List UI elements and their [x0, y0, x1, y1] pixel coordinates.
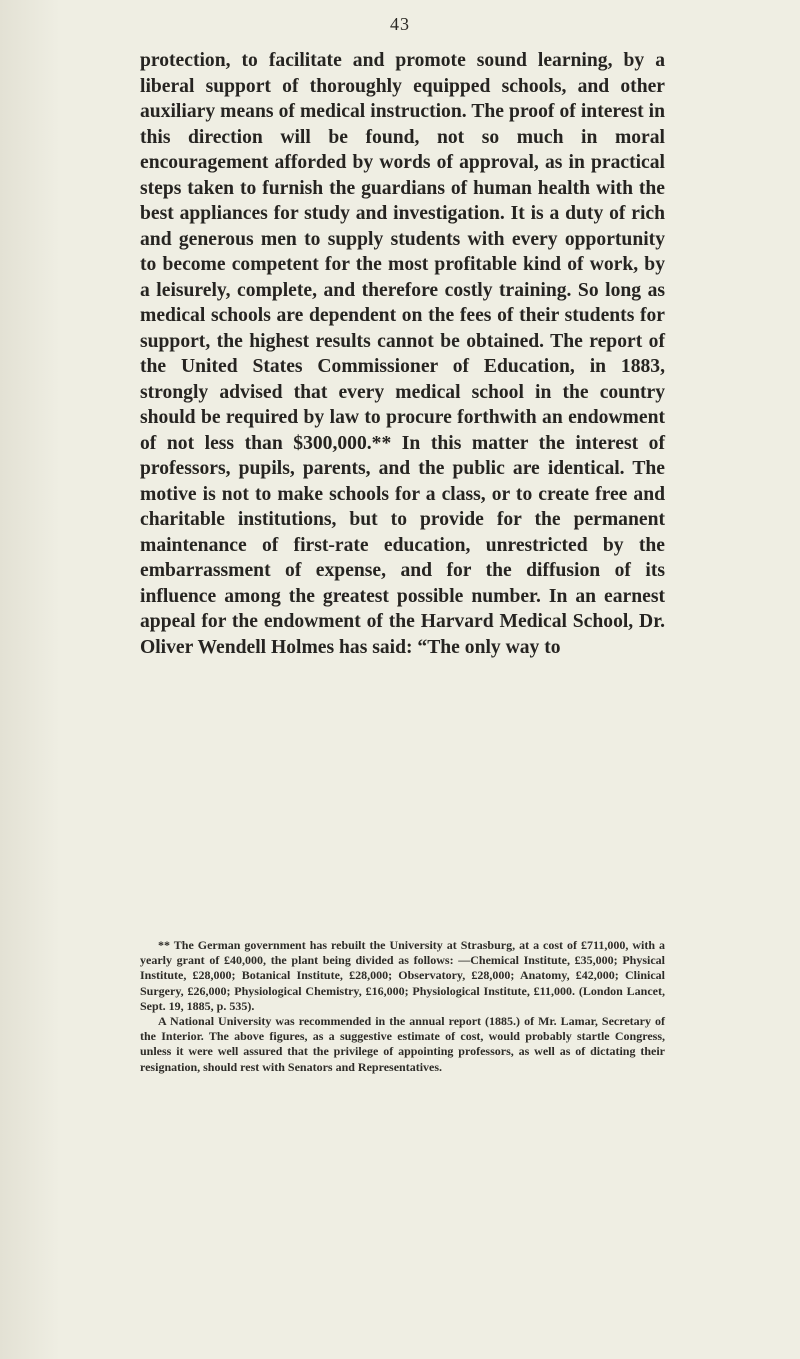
body-paragraph: protection, to facilitate and promote sound learning, by a liberal support of thoroughly equipped schools, and other auxiliary means of medical instruction. The proof of interest in this direction will be found, not so much in moral encouragement afforded by words of approval, as in practical steps taken to furnish the guardians of human health with the best appliances for study and investigation. It is a duty of rich and generous men to supply students with every opportunity to become competent for the most profitable kind of work, by a leisurely, complete, and therefore costly training. So long as medical schools are dependent on the fees of their students for support, the highest results cannot be obtained. The report of the United States Commissioner of Education, in 1883, strongly advised that every medical school in the country should be required by law to procure forthwith an endowment of not less than $300,000.** In this matter the interest of professors, pupils, parents, and the public are identical. The motive is not to make schools for a class, or to create free and charitable institutions, but to provide for the permanent maintenance of first-rate education, unrestricted by the embarrassment of expense, and for the diffusion of its influence among the greatest possible number. In an earnest appeal for the endowment of the Harvard Medical School, Dr. Oliver Wendell Holmes has said: “The only way to — [140, 50, 665, 658]
footnotes — [140, 938, 665, 1075]
page-number: 43 — [390, 14, 410, 34]
footnote-national-university: A National University was recommended in the annual report (1885.) of Mr. Lamar, Secretary of the Interior. The above figures, as a suggestive estimate of cost, would probably startle Congress, unless it were well assured that the privilege of appointing professors, as well as of dictating their resignation, should rest with Senators and Representatives. — [140, 1014, 665, 1074]
footnote-german-university: ** The German government has rebuilt the University at Strasburg, at a cost of £711,000, with a yearly grant of £40,000, the plant being divided as follows: —Chemical Institute, £35,000; Physical Institute, £28,000; Botanical Institute, £28,000; Observatory, £28,000; Anatomy, £42,000; Clinical Surgery, £26,000; Physiological Chemistry, £16,000; Physiological Institute, £11,000. (London Lancet, Sept. 19, 1885, p. 535). — [140, 938, 665, 1013]
